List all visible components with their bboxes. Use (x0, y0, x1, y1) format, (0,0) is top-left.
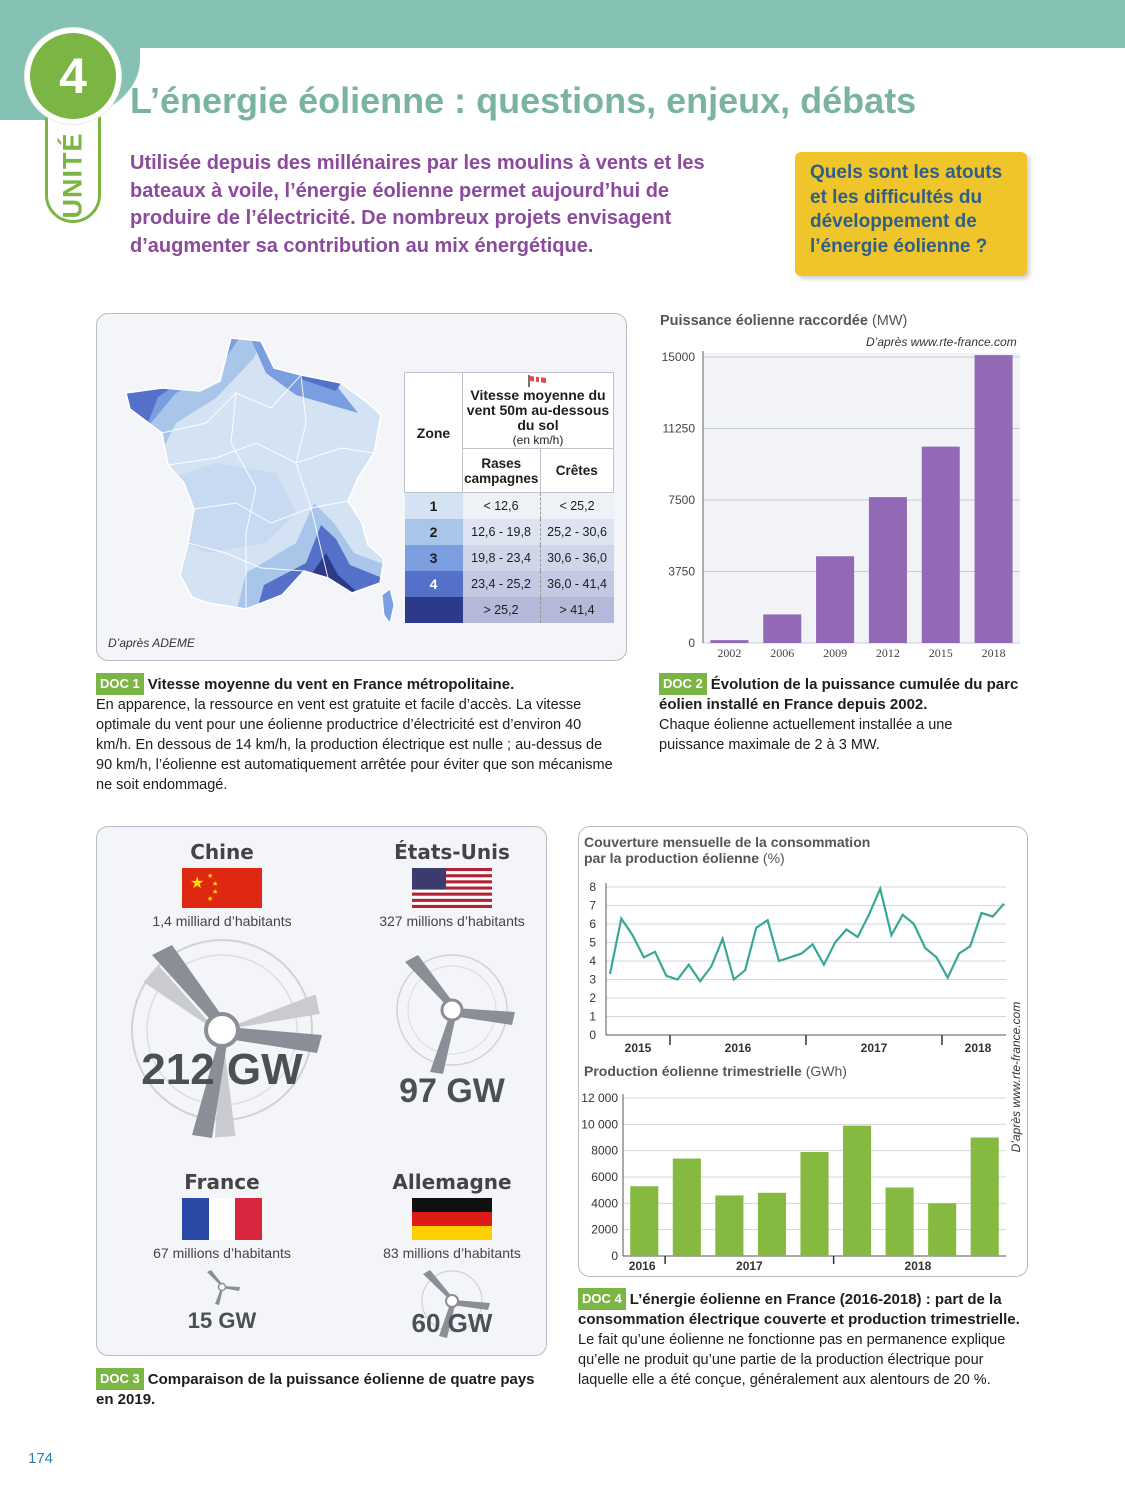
y-tick-label: 0 (589, 1028, 596, 1042)
bar (758, 1193, 786, 1256)
speed-header-cell (463, 373, 614, 449)
doc4-line-title: Couverture mensuelle de la consommation par la production éolienne (%) (584, 834, 871, 866)
doc1-source: D’après ADEME (108, 636, 195, 650)
plot-background (703, 353, 1020, 643)
doc4-tag: DOC 4 (578, 1288, 626, 1310)
bar (928, 1203, 956, 1256)
doc2-title: Évolution de la puissance cumulée du parc éolien installé en France depuis 2002. (659, 676, 1019, 713)
usa-flag-icon (412, 868, 492, 908)
country-population: 67 millions d’habitants (153, 1245, 291, 1261)
plain-cell: 23,4 - 25,2 (463, 571, 541, 597)
x-tick-label: 2016 (628, 1259, 656, 1273)
zone-cell: 1 (405, 493, 463, 519)
table-row (405, 597, 614, 623)
key-question: Quels sont les atouts et les difficultés du développement de l’énergie éolienne ? (810, 162, 1003, 257)
bar (975, 355, 1013, 643)
x-tick-label: 2015 (624, 1041, 652, 1055)
country-germany (352, 1170, 552, 1261)
y-tick-label: 7500 (668, 493, 695, 507)
y-tick-label: 11250 (662, 421, 695, 436)
bar (922, 447, 960, 643)
ridge-cell: 30,6 - 36,0 (540, 545, 613, 571)
svg-text:★: ★ (212, 880, 219, 888)
zone-cell: 4 (405, 571, 463, 597)
doc2-tag: DOC 2 (659, 673, 707, 695)
top-band (0, 0, 1125, 48)
bar (971, 1138, 999, 1257)
y-tick-label: 1 (589, 1009, 596, 1024)
doc1-tag: DOC 1 (96, 673, 144, 695)
y-tick-label: 6000 (591, 1170, 618, 1184)
wind-turbine-icon (122, 935, 322, 1140)
wind-speed-table (404, 372, 614, 623)
country-name: États-Unis (394, 840, 510, 864)
doc1-caption (96, 673, 616, 795)
ridge-cell: 36,0 - 41,4 (540, 571, 613, 597)
y-tick-label: 6 (589, 917, 596, 931)
x-tick-label: 2017 (736, 1259, 763, 1273)
doc3-tag: DOC 3 (96, 1368, 144, 1390)
svg-text:★: ★ (207, 872, 214, 880)
intro-text: Utilisée depuis des millénaires par les moulins à vents et les bateaux à voile, l’énergie éolienne permet aujourd’hui de produire de l’électricité. De nombreux projets envisagent d’augmenter sa contribution au mix énergétique. (130, 152, 705, 257)
bar (816, 556, 854, 643)
x-tick-label: 2018 (981, 646, 1006, 660)
doc2-bar-chart (655, 345, 1025, 665)
doc4-line-chart (578, 870, 1018, 1060)
doc1-title: Vitesse moyenne du vent en France métropolitaine. (147, 676, 515, 693)
speed-unit: (en km/h) (512, 433, 564, 447)
china-flag-icon (182, 868, 262, 908)
y-tick-label: 15000 (661, 350, 695, 364)
country-name: Chine (190, 840, 254, 864)
bar (630, 1186, 658, 1256)
doc3-caption (96, 1368, 556, 1410)
x-tick-label: 2006 (770, 646, 795, 660)
plain-cell: < 12,6 (463, 493, 541, 519)
doc2-chart-title: Puissance éolienne raccordée (MW) (660, 313, 908, 329)
y-tick-label: 3750 (668, 564, 695, 579)
germany-gw: 60 GW (411, 1308, 493, 1338)
plain-cell: 19,8 - 23,4 (463, 545, 541, 571)
bar (710, 640, 748, 643)
y-tick-label: 0 (688, 636, 695, 650)
y-tick-label: 3 (589, 972, 596, 987)
x-tick-label: 2002 (717, 646, 742, 660)
table-row (405, 519, 614, 545)
x-tick-label: 2009 (823, 646, 848, 660)
bar (763, 614, 801, 643)
x-tick-label: 2016 (724, 1041, 752, 1055)
ridge-cell: 25,2 - 30,6 (540, 519, 613, 545)
svg-text:★: ★ (212, 888, 219, 896)
speed-header: Vitesse moyenne du vent 50m au-dessous du sol (466, 387, 610, 433)
country-name: Allemagne (392, 1170, 512, 1194)
y-tick-label: 12 000 (581, 1091, 618, 1105)
y-tick-label: 2 (589, 991, 596, 1005)
doc4-source-holder (1006, 1000, 1026, 1160)
ridge-cell: < 25,2 (540, 493, 613, 519)
y-tick-label: 4 (589, 954, 596, 968)
y-tick-label: 4000 (591, 1196, 618, 1211)
country-population: 327 millions d’habitants (379, 913, 525, 929)
country-china (122, 840, 322, 929)
doc3-title: Comparaison de la puissance éolienne de quatre pays en 2019. (96, 1371, 535, 1408)
plain-cell: 12,6 - 19,8 (463, 519, 541, 545)
x-tick-label: 2012 (875, 646, 900, 660)
bar (673, 1159, 701, 1256)
france-flag-icon (182, 1198, 262, 1240)
country-france (122, 1170, 322, 1261)
wind-turbine-icon (203, 1268, 241, 1306)
svg-text:★: ★ (190, 873, 205, 892)
doc2-text: Chaque éolienne actuellement installée a une puissance maximale de 2 à 3 MW. (659, 717, 953, 753)
table-row (405, 571, 614, 597)
zone-cell: 5 (405, 597, 463, 623)
page-number: 174 (28, 1450, 54, 1467)
bar (843, 1126, 871, 1256)
country-usa (352, 840, 552, 929)
bar (886, 1188, 914, 1256)
unit-number: 4 (30, 33, 116, 119)
france-gw: 15 GW (187, 1308, 257, 1333)
zone-header: Zone (405, 373, 463, 493)
zone-cell: 3 (405, 545, 463, 571)
x-tick-label: 2017 (860, 1041, 888, 1055)
y-tick-label: 8 (589, 880, 596, 894)
country-name: France (184, 1170, 260, 1194)
country-population: 83 millions d’habitants (383, 1245, 521, 1261)
table-row (405, 545, 614, 571)
ridge-cell: > 41,4 (540, 597, 613, 623)
doc2-caption (659, 673, 1034, 755)
y-tick-label: 7 (589, 898, 596, 913)
doc1-text: En apparence, la ressource en vent est gratuite et facile d’accès. La vitesse optimale du vent pour une éolienne productrice d’électricité est d’environ 40 km/h. En dessous de 14 km/h, la production électrique est nulle ; au-dessus de 90 km/h, l’éolienne est automatiquement arrêtée pour éviter que son mécanisme ne soit endommagé. (96, 697, 613, 793)
zone-cell: 2 (405, 519, 463, 545)
bar (715, 1195, 743, 1256)
bar (800, 1152, 828, 1256)
unit-label: UNITÉ (57, 132, 88, 219)
doc4-title: L’énergie éolienne en France (2016-2018) : part de la consommation électrique couverte et production trimestrielle. (578, 1291, 1020, 1328)
doc4-text: Le fait qu’une éolienne ne fonctionne pas en permanence explique qu’elle ne produit qu’une partie de la production électrique pour laquelle elle a été conçue, généralement aux alentours de 20 %. (578, 1332, 1006, 1388)
plain-cell: > 25,2 (463, 597, 541, 623)
doc4-source: D’après www.rte-france.com (1009, 1001, 1023, 1153)
ridge-header: Crêtes (540, 449, 613, 493)
china-gw: 212 GW (141, 1045, 303, 1094)
country-population: 1,4 milliard d’habitants (152, 913, 292, 929)
key-question-box (795, 152, 1027, 276)
svg-text:★: ★ (207, 895, 214, 903)
germany-flag-icon (412, 1198, 492, 1240)
x-tick-label: 2018 (904, 1259, 932, 1273)
plain-header: Rases campagnes (463, 449, 541, 493)
doc4-bar-title: Production éolienne trimestrielle (GWh) (584, 1063, 847, 1079)
x-tick-label: 2018 (964, 1041, 992, 1055)
wind-turbine-icon (390, 950, 515, 1075)
doc4-caption (578, 1288, 1028, 1390)
y-tick-label: 5 (589, 935, 596, 950)
y-tick-label: 2000 (591, 1222, 618, 1237)
windsock-icon (528, 375, 548, 387)
y-tick-label: 8000 (591, 1143, 618, 1158)
page-title: L’énergie éolienne : questions, enjeux, débats (130, 80, 917, 121)
table-row (405, 493, 614, 519)
doc4-bar-chart (578, 1083, 1018, 1273)
series-line (610, 889, 1004, 982)
doc2-source: D’après www.rte-france.com (866, 335, 1017, 349)
x-tick-label: 2015 (928, 646, 953, 660)
bar (869, 497, 907, 643)
usa-gw: 97 GW (399, 1072, 505, 1110)
y-tick-label: 10 000 (581, 1117, 618, 1132)
y-tick-label: 0 (611, 1249, 618, 1263)
